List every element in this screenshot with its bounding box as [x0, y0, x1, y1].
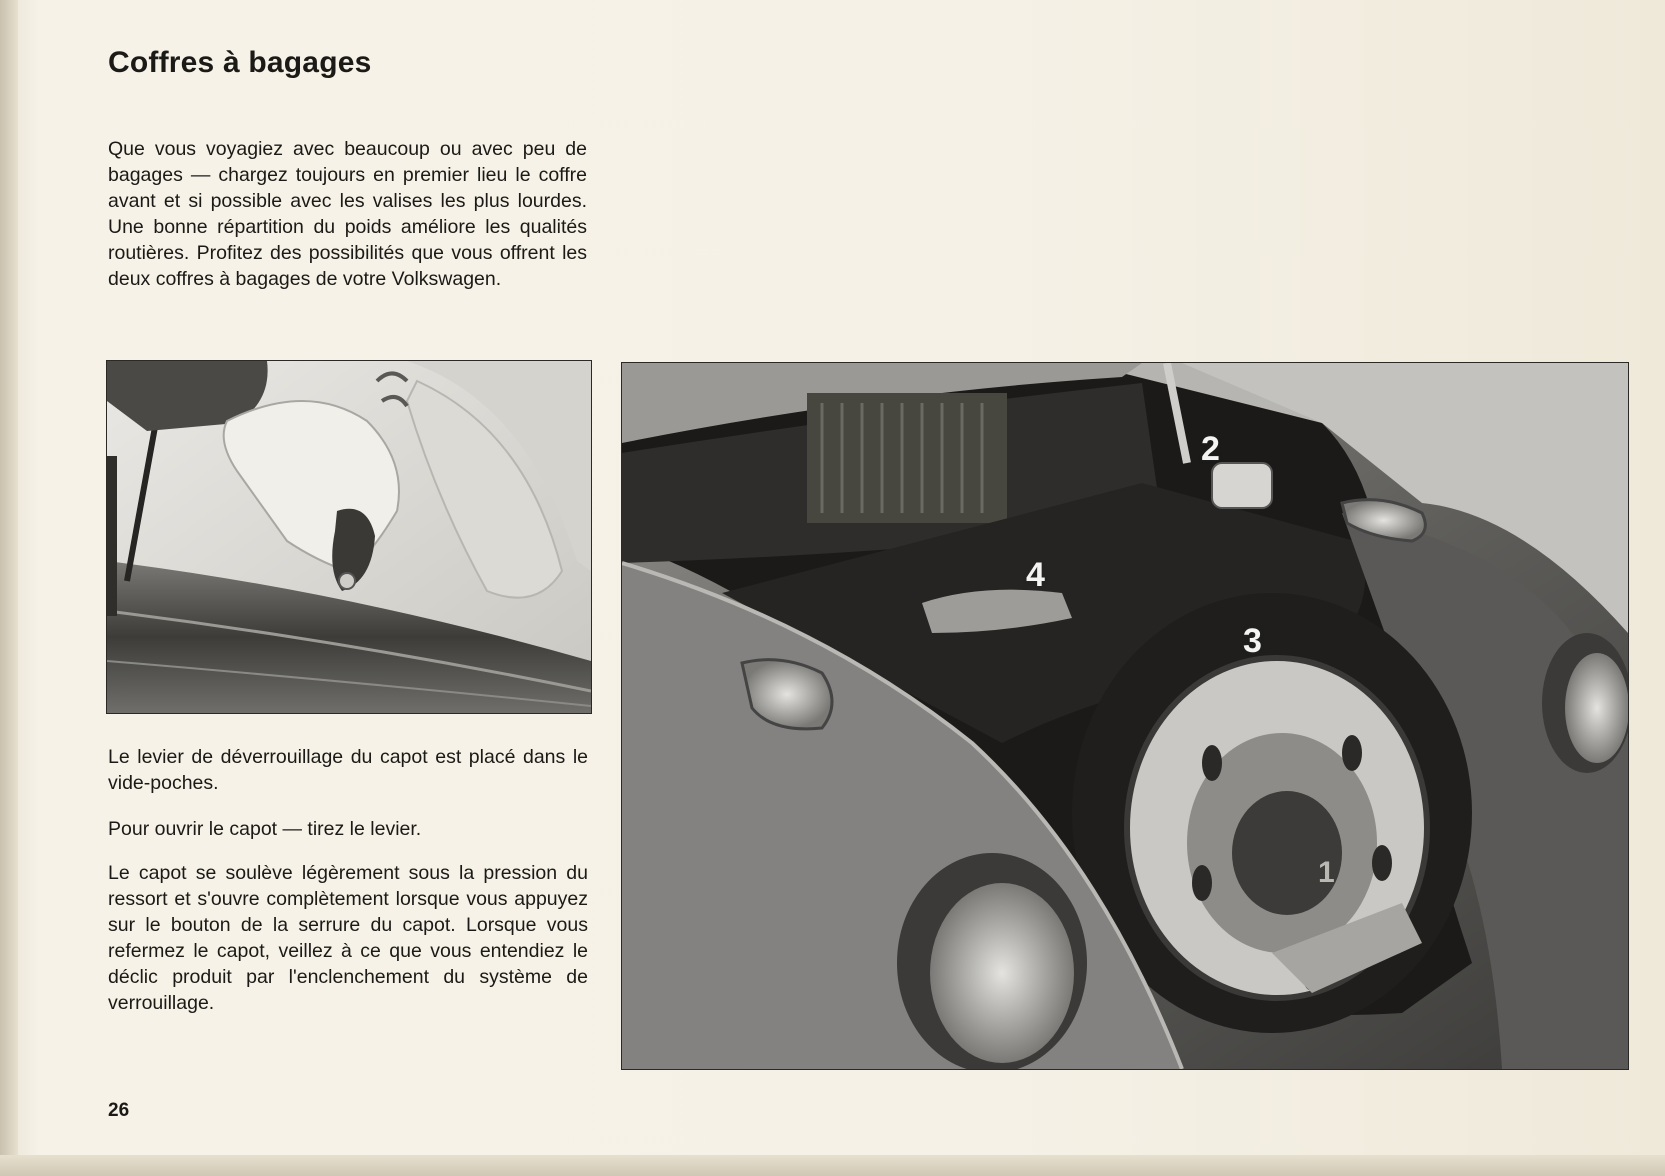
- page-title: Coffres à bagages: [108, 46, 372, 79]
- page-edge-bottom: [0, 1155, 1665, 1176]
- front-trunk-illustration: [622, 363, 1628, 1069]
- hood-release-illustration: [107, 361, 591, 713]
- callout-2: 2: [1201, 430, 1220, 468]
- open-hood-text: Pour ouvrir le capot — tirez le levier.: [108, 818, 422, 840]
- page-number: 26: [108, 1100, 130, 1121]
- callout-3: 3: [1243, 622, 1262, 660]
- front-trunk-photo: [621, 362, 1629, 1070]
- hood-release-location-text: Le levier de déverrouillage du capot est placé dans le vide-poches.: [108, 746, 588, 794]
- callout-1: 1: [1318, 856, 1335, 889]
- hood-latch-text: Le capot se soulève légèrement sous la pression du ressort et s'ouvre complètement lorsque vous appuyez sur le bouton de la serrure du capot. Lorsque vous refermez le capot, veillez à ce que vous entendiez le déclic produit par l'enclenchement du système de verrouillage.: [108, 862, 588, 1014]
- page-edge-left: [0, 0, 18, 1176]
- intro-paragraph: Que vous voyagiez avec beaucoup ou avec peu de bagages — chargez toujours en premier lieu le coffre avant et si possible avec les valises les plus lourdes. Une bonne répartition du poids améliore les qualités routières. Profitez des possibilités que vous offrent les deux coffres à bagages de votre Volkswagen.: [108, 138, 587, 290]
- callout-4: 4: [1026, 556, 1045, 594]
- hood-release-photo: [106, 360, 592, 714]
